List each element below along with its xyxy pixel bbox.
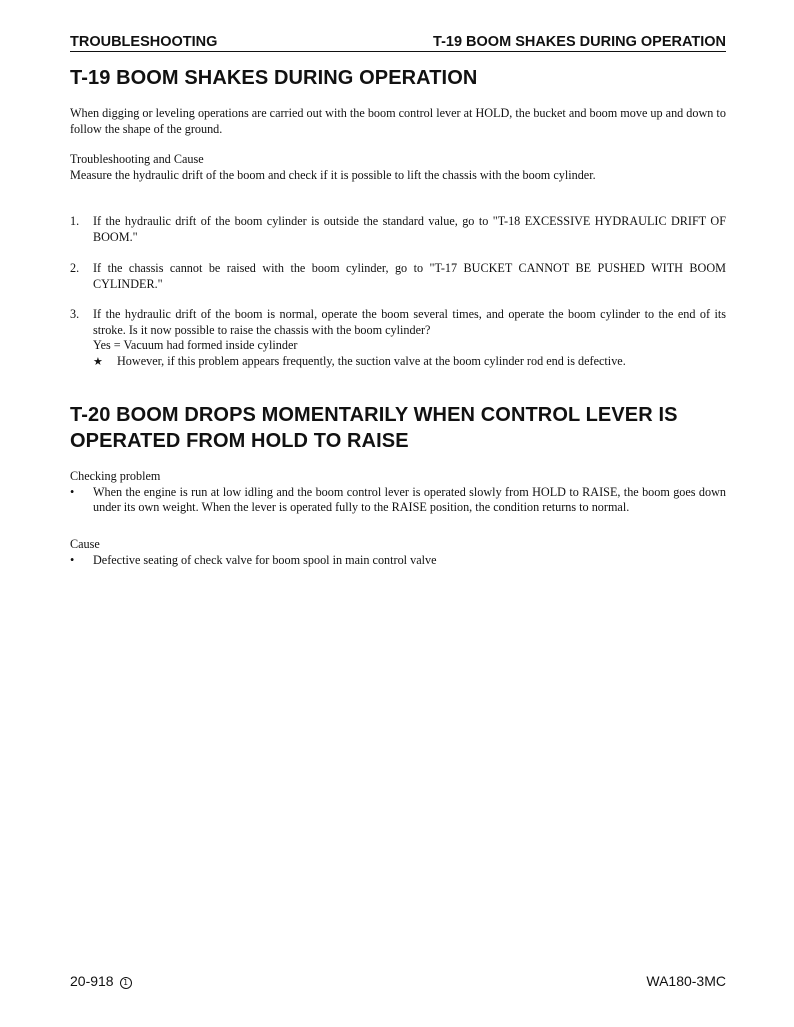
revision-mark-icon: 1 [120, 977, 132, 989]
header-topic-label: T-19 BOOM SHAKES DURING OPERATION [433, 34, 726, 50]
step-text: If the chassis cannot be raised with the boom cylinder, go to "T-17 BUCKET CANNOT BE PUSHED WITH BOOM CYLINDER." [93, 261, 726, 291]
t20-cause-block [70, 537, 726, 568]
t19-intro-block [70, 106, 726, 137]
t20-title-line-2: OPERATED FROM HOLD TO RAISE [70, 430, 409, 452]
t19-subheading: Troubleshooting and Cause [70, 152, 204, 166]
step-note-text: However, if this problem appears frequently, the suction valve at the boom cylinder rod end is defective. [117, 353, 626, 368]
t19-step-1 [70, 214, 726, 245]
t20-title [70, 402, 726, 454]
footer-page-number-group [70, 972, 132, 990]
step-number: 2. [70, 261, 80, 275]
cause-item-text: Defective seating of check valve for boom spool in main control valve [93, 552, 437, 567]
header-section-label: TROUBLESHOOTING [70, 34, 218, 50]
step-number: 1. [70, 214, 80, 228]
t19-step-3 [70, 307, 726, 369]
step-answer: Yes = Vacuum had formed inside cylinder [93, 338, 298, 352]
page-number: 20-918 [70, 973, 114, 989]
bullet-icon: • [70, 552, 75, 567]
step-number: 3. [70, 307, 80, 321]
t20-checking-block [70, 469, 726, 516]
step-text: If the hydraulic drift of the boom is normal, operate the boom several times, and operate the boom cylinder to the end of its stroke. Is it now possible to raise the chassis with the boom cylinder? [93, 307, 726, 337]
manual-page [70, 0, 726, 1027]
step-text: If the hydraulic drift of the boom cylinder is outside the standard value, go to "T-18 EXCESSIVE HYDRAULIC DRIFT OF BOOM." [93, 214, 726, 244]
star-icon: ★ [93, 354, 103, 368]
t20-checking-heading: Checking problem [70, 469, 161, 483]
cause-item [70, 553, 726, 569]
checking-item [70, 485, 726, 516]
t19-intro: When digging or leveling operations are carried out with the boom control lever at HOLD, the bucket and boom move up and down to follow the shape of the ground. [70, 106, 726, 136]
checking-item-text: When the engine is run at low idling and the boom control lever is operated slowly from HOLD to RAISE, the boom goes down under its own weight. When the lever is operated fully to the RAISE position, the condition returns to normal. [93, 484, 726, 514]
t19-step-2 [70, 261, 726, 292]
t19-measure-text: Measure the hydraulic drift of the boom and check if it is possible to lift the chassis with the boom cylinder. [70, 167, 596, 182]
model-number: WA180-3MC [646, 973, 726, 989]
running-header [70, 33, 726, 52]
t20-cause-heading: Cause [70, 537, 100, 551]
t19-title: T-19 BOOM SHAKES DURING OPERATION [70, 67, 478, 89]
bullet-icon: • [70, 484, 75, 499]
t19-troubleshooting-block [70, 152, 726, 183]
t20-title-line-1: T-20 BOOM DROPS MOMENTARILY WHEN CONTROL LEVER IS [70, 404, 678, 426]
step-note [93, 354, 726, 370]
